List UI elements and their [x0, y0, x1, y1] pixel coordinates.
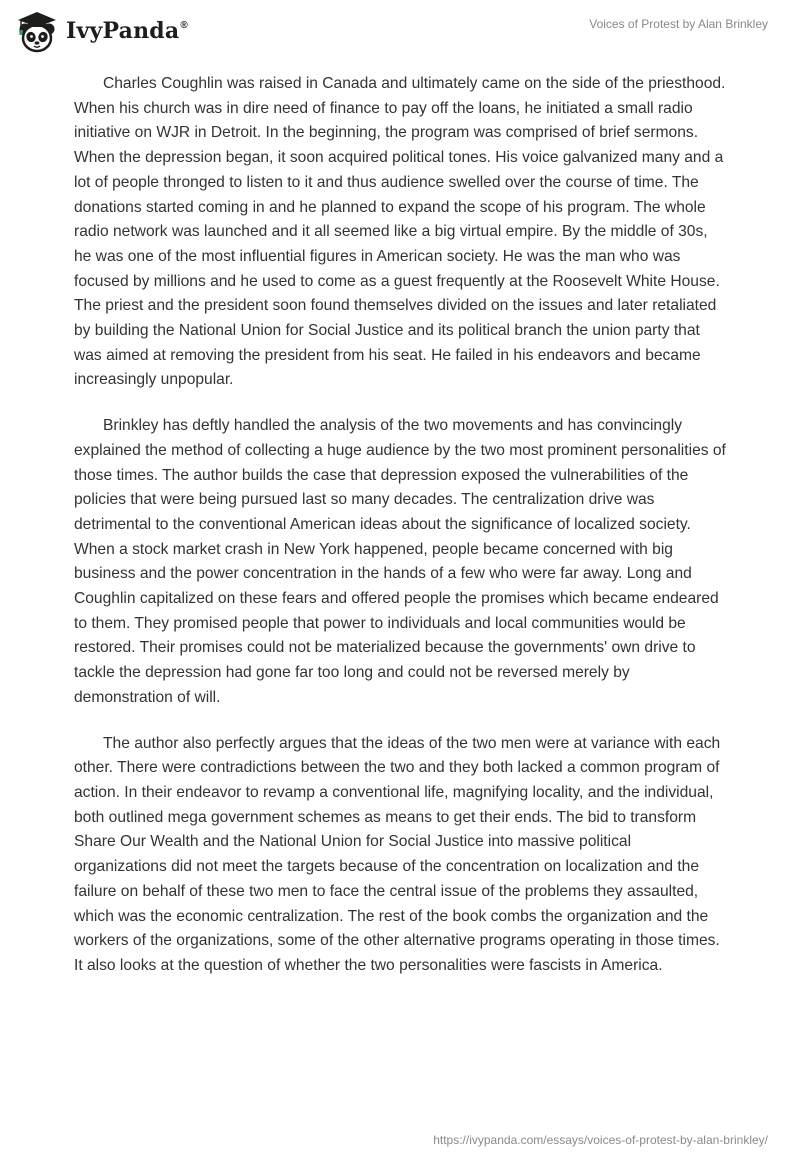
brand-name: IvyPanda® [66, 18, 188, 44]
paragraph: Charles Coughlin was raised in Canada and ultimately came on the side of the priesthood. When his church was in dire need of finance to pay off the loans, he initiated a small radio initiative on WJR in Detroit. In the beginning, the program was comprised of brief sermons. When the depression began, it soon acquired political tones. His voice galvanized many and a lot of people thronged to listen to it and thus audience swelled over the course of time. The donations started coming in and he planned to expand the scope of his program. The whole radio network was launched and it all seemed like a big virtual empire. By the middle of 30s, he was one of the most influential figures in American society. He was the man who was focused by millions and he used to come as a guest frequently at the Roosevelt White House. The priest and the president soon found themselves divided on the issues and later retaliated by building the National Union for Social Justice and its political branch the union party that was aimed at removing the president from his seat. He failed in his endeavors and became increasingly unpopular. [74, 75, 726, 389]
source-url[interactable]: https://ivypanda.com/essays/voices-of-protest-by-alan-brinkley/ [433, 1133, 768, 1147]
panda-graduation-cap-icon [14, 10, 60, 54]
page-header [0, 0, 800, 60]
document-title: Voices of Protest by Alan Brinkley [589, 17, 768, 31]
paragraph: Brinkley has deftly handled the analysis of the two movements and has convincingly explained the method of collecting a huge audience by the two most prominent personalities of those times. The author builds the case that depression exposed the vulnerabilities of the policies that were being pursued last so many decades. The centralization drive was detrimental to the conventional American ideas about the significance of localized society. When a stock market crash in New York happened, people became concerned with big business and the power concentration in the hands of a few who were far away. Long and Coughlin capitalized on these fears and offered people the promises which became endeared to them. They promised people that power to individuals and local communities would be restored. Their promises could not be materialized because the governments' own drive to tackle the depression had gone far too long and could not be reversed merely by demonstration of will. [74, 417, 726, 706]
registered-mark: ® [180, 20, 188, 31]
brand-logo[interactable] [14, 10, 188, 54]
paragraph: The author also perfectly argues that the ideas of the two men were at variance with each other. There were contradictions between the two and they both lacked a common program of action. In their endeavor to revamp a conventional life, magnifying locality, and the individual, both outlined mega government schemes as means to get their ends. The bid to transform Share Our Wealth and the National Union for Social Justice into massive political organizations did not meet the targets because of the concentration on localization and the failure on behalf of these two men to face the central issue of the problems they assaulted, which was the economic centralization. The rest of the book combs the organization and the workers of the organizations, some of the other alternative programs operating in those times. It also looks at the question of whether the two personalities were fascists in America. [74, 734, 721, 974]
essay-body [74, 72, 728, 1000]
